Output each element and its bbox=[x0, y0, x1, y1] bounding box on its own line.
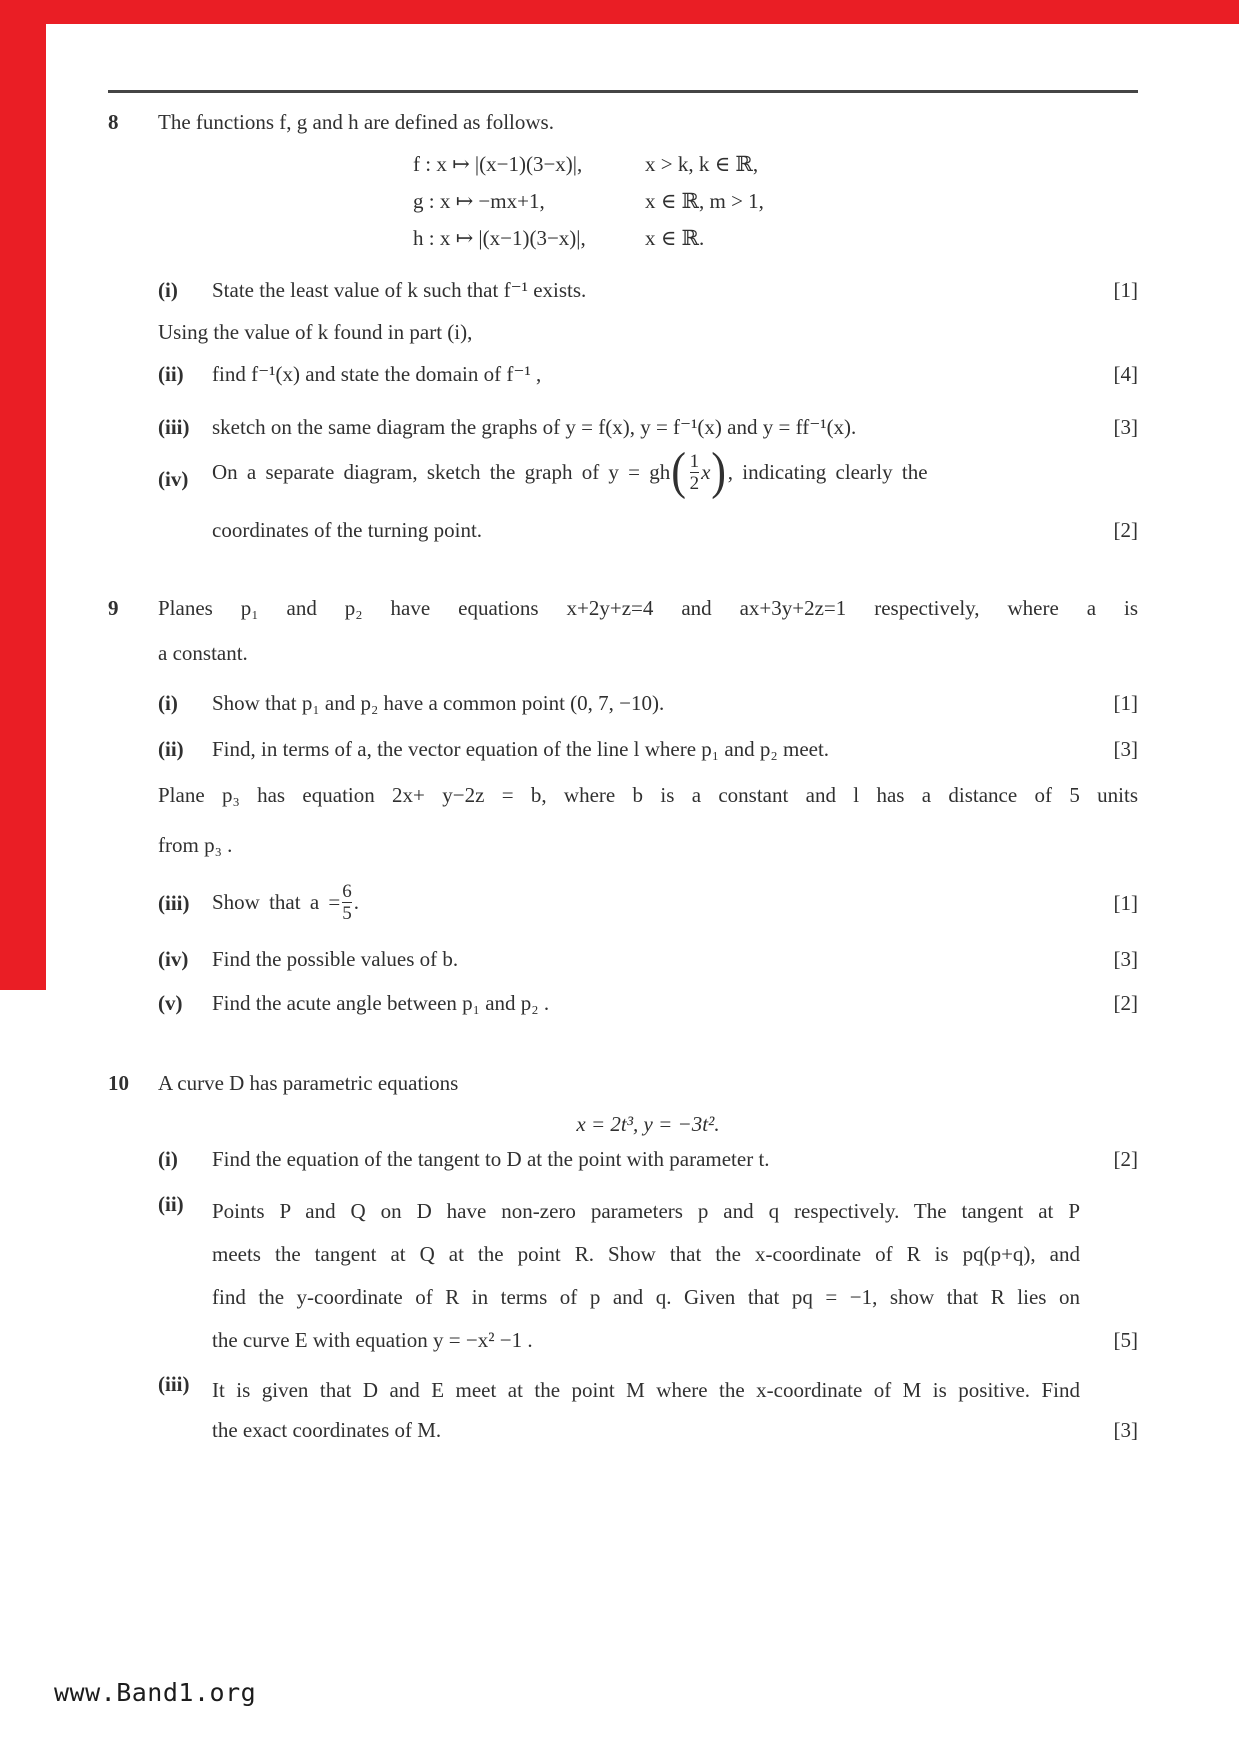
part-9ii-label: (ii) bbox=[158, 736, 184, 761]
part-9i-mark: [1] bbox=[1113, 690, 1138, 715]
question-9-intro-line1: Planes p₁ and p₂ have equations x+2y+z=4 and ax+3y+2z=1 respectively, where a is bbox=[158, 595, 1138, 620]
definition-h-condition: x ∈ ℝ. bbox=[645, 226, 705, 250]
question-8-number: 8 bbox=[108, 110, 119, 134]
q9-note-line2: from p₃ . bbox=[158, 832, 233, 857]
part-9iv-label: (iv) bbox=[158, 946, 189, 971]
part-8iii-label: (iii) bbox=[158, 415, 190, 439]
part-8i-mark: [1] bbox=[1113, 278, 1138, 302]
question-10-number: 10 bbox=[108, 1070, 129, 1095]
part-10iii-line1: It is given that D and E meet at the point M where the x-coordinate of M is positive. Find bbox=[212, 1377, 1080, 1402]
fraction-denominator: 2 bbox=[689, 472, 700, 494]
open-paren-glyph: ( bbox=[671, 443, 687, 500]
part-8iv-line1 bbox=[212, 443, 1080, 500]
definition-g bbox=[413, 183, 1138, 220]
part-10iii-line2: the exact coordinates of M. bbox=[212, 1417, 442, 1442]
part-8iii-mark: [3] bbox=[1113, 415, 1138, 439]
close-paren-glyph: ) bbox=[711, 443, 727, 500]
part-9v-text: Find the acute angle between p₁ and p₂ . bbox=[212, 990, 550, 1015]
part-8iv-text bbox=[212, 443, 1080, 544]
part-10ii bbox=[108, 1190, 1138, 1362]
definition-g-condition: x ∈ ℝ, m > 1, bbox=[645, 189, 764, 213]
part-10ii-line1: Points P and Q on D have non-zero parameters p and q respectively. The tangent at P bbox=[212, 1198, 1080, 1223]
parametric-equation: x = 2t³, y = −3t². bbox=[576, 1111, 720, 1136]
part-10iii bbox=[108, 1370, 1138, 1450]
part-8iii-text: sketch on the same diagram the graphs of y = f(x), y = f⁻¹(x) and y = ff⁻¹(x). bbox=[212, 415, 857, 439]
part-9iii-mark: [1] bbox=[1113, 890, 1138, 915]
question-9-intro-line2: a constant. bbox=[158, 640, 248, 665]
fraction-denominator: 5 bbox=[342, 903, 352, 925]
part-8iv bbox=[108, 443, 1138, 544]
part-9i-label: (i) bbox=[158, 690, 178, 715]
part-9v-mark: [2] bbox=[1113, 990, 1138, 1015]
fraction-numerator: 6 bbox=[342, 881, 352, 903]
part-10ii-line2: meets the tangent at Q at the point R. Show that the x-coordinate of R is pq(p+q), and bbox=[212, 1241, 1080, 1266]
scan-edge-left-band bbox=[0, 0, 46, 990]
part-8iv-variable: x bbox=[701, 459, 711, 484]
part-8ii bbox=[108, 360, 1138, 388]
part-9v-label: (v) bbox=[158, 990, 183, 1015]
part-8i bbox=[108, 276, 1138, 304]
part-10i-label: (i) bbox=[158, 1146, 178, 1171]
part-8ii-text: find f⁻¹(x) and state the domain of f⁻¹ , bbox=[212, 362, 542, 386]
fraction-numerator: 1 bbox=[689, 450, 700, 472]
question-8-intro: The functions f, g and h are defined as follows. bbox=[158, 110, 554, 134]
definition-f-lhs: f : x ↦ |(x−1)(3−x)|, bbox=[413, 152, 583, 176]
part-9v bbox=[108, 989, 1138, 1017]
part-10i-mark: [2] bbox=[1113, 1146, 1138, 1171]
part-8iv-text-before: On a separate diagram, sketch the graph of y = gh bbox=[212, 459, 671, 484]
part-9iv-text: Find the possible values of b. bbox=[212, 946, 459, 971]
part-9i-text: Show that p₁ and p₂ have a common point (0, 7, −10). bbox=[212, 690, 665, 715]
part-9ii-text: Find, in terms of a, the vector equation of the line l where p₁ and p₂ meet. bbox=[212, 736, 830, 761]
page-content bbox=[108, 0, 1138, 1450]
fraction-one-half bbox=[688, 451, 702, 495]
definition-h-lhs: h : x ↦ |(x−1)(3−x)|, bbox=[413, 226, 586, 250]
definition-f bbox=[413, 146, 1138, 183]
question-9-intro bbox=[158, 594, 1138, 667]
part-9iii-text-before: Show that a = bbox=[212, 890, 341, 915]
part-9iii bbox=[108, 871, 1138, 935]
part-8ii-label: (ii) bbox=[158, 362, 184, 386]
part-8iv-mark: [2] bbox=[1113, 517, 1138, 542]
fraction-six-fifths bbox=[340, 881, 354, 925]
header-rule bbox=[108, 90, 1138, 93]
part-9iii-label: (iii) bbox=[158, 890, 190, 915]
part-10ii-line3: find the y-coordinate of R in terms of p and q. Given that pq = −1, show that R lies on bbox=[212, 1284, 1080, 1309]
definition-f-condition: x > k, k ∈ ℝ, bbox=[645, 152, 759, 176]
part-10ii-label: (ii) bbox=[158, 1191, 184, 1216]
part-9iii-text-after: . bbox=[353, 890, 359, 915]
question-9-number: 9 bbox=[108, 595, 119, 620]
q9-note-line1: Plane p₃ has equation 2x+ y−2z = b, where b is a constant and l has a distance of 5 units bbox=[158, 782, 1138, 807]
question-9 bbox=[108, 594, 1138, 667]
definition-h bbox=[413, 220, 1138, 257]
part-10ii-line4: the curve E with equation y = −x² −1 . bbox=[212, 1327, 533, 1352]
part-10ii-mark: [5] bbox=[1113, 1327, 1138, 1352]
part-8ii-mark: [4] bbox=[1113, 362, 1138, 386]
part-10iii-label: (iii) bbox=[158, 1371, 190, 1396]
part-8iv-text-after: , indicating clearly the bbox=[727, 459, 928, 484]
q8-note: Using the value of k found in part (i), bbox=[158, 320, 473, 344]
function-definitions bbox=[413, 146, 1138, 257]
part-8i-label: (i) bbox=[158, 278, 178, 302]
part-10i-text: Find the equation of the tangent to D at the point with parameter t. bbox=[212, 1146, 770, 1171]
part-9iii-text bbox=[212, 871, 1080, 935]
part-8iv-line2: coordinates of the turning point. bbox=[212, 517, 483, 542]
website-watermark: www.Band1.org bbox=[54, 1678, 257, 1707]
part-8iv-label: (iv) bbox=[158, 467, 189, 491]
question-10 bbox=[108, 1069, 1138, 1097]
part-9iv bbox=[108, 945, 1138, 973]
part-10iii-text bbox=[212, 1370, 1080, 1450]
part-8i-text: State the least value of k such that f⁻¹ exists. bbox=[212, 278, 587, 302]
part-9iii-line bbox=[212, 871, 1080, 935]
part-9ii-mark: [3] bbox=[1113, 736, 1138, 761]
question-8 bbox=[108, 108, 1138, 136]
part-9i bbox=[108, 689, 1138, 717]
question-10-intro: A curve D has parametric equations bbox=[158, 1070, 459, 1095]
definition-g-lhs: g : x ↦ −mx+1, bbox=[413, 189, 545, 213]
part-8iii bbox=[108, 413, 1138, 441]
part-9iv-mark: [3] bbox=[1113, 946, 1138, 971]
part-9ii bbox=[108, 735, 1138, 763]
part-10ii-text bbox=[212, 1190, 1080, 1362]
part-10i bbox=[108, 1145, 1138, 1173]
part-10iii-mark: [3] bbox=[1113, 1417, 1138, 1442]
